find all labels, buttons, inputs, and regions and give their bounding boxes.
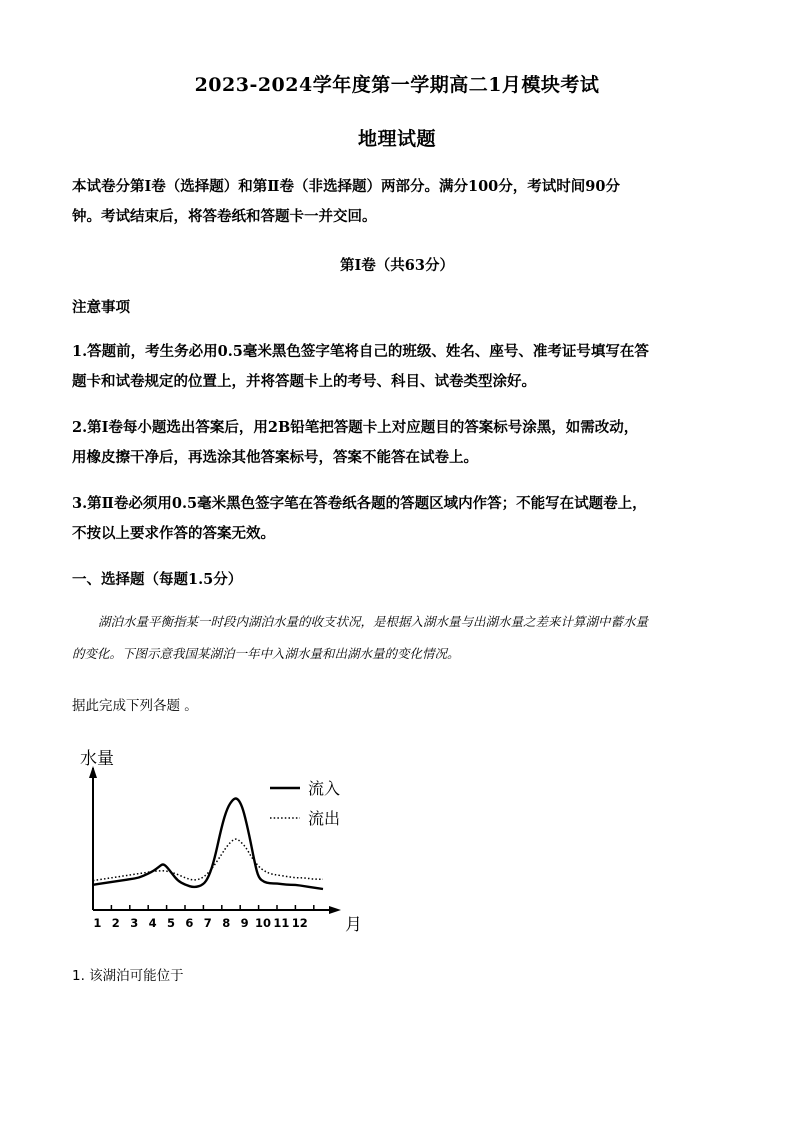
note-1-line-1: 1.答题前，考生务必用0.5毫米黑色签字笔将自己的班级、姓名、座号、准考证号填写在答 — [72, 343, 649, 360]
part-one-heading: 第Ⅰ卷（共63分） — [340, 257, 454, 274]
x-tick-label-7: 7 — [203, 916, 212, 930]
note-3-line-2: 不按以上要求作答的答案无效。 — [72, 525, 275, 542]
note-1-line-2: 题卡和试卷规定的位置上，并将答题卡上的考号、科目、试卷类型涂好。 — [72, 373, 536, 390]
note-2-line-1: 2.第Ⅰ卷每小题选出答案后，用2B铅笔把答题卡上对应题目的答案标号涂黑，如需改动， — [72, 419, 639, 436]
x-tick-label-9: 9 — [240, 916, 249, 930]
passage-line-2: 的变化。下图示意我国某湖泊一年中入湖水量和出湖水量的变化情况。 — [72, 646, 460, 661]
section-one-heading: 一、选择题（每题1.5分） — [72, 571, 243, 588]
x-tick-label-4: 4 — [148, 916, 157, 930]
x-tick-label-1: 1 — [93, 916, 102, 930]
x-tick-label-11: 11 — [273, 916, 290, 930]
x-tick-label-10: 10 — [254, 916, 272, 930]
exam-title: 2023-2024学年度第一学期高二1月模块考试 — [194, 74, 600, 96]
legend-label-inflow: 流入 — [308, 779, 341, 798]
note-3-line-1: 3.第Ⅱ卷必须用0.5毫米黑色签字笔在答卷纸各题的答题区域内作答；不能写在试题卷上， — [72, 495, 647, 512]
legend-label-outflow: 流出 — [308, 809, 341, 828]
chart-ticks — [93, 905, 313, 930]
x-tick-label-5: 5 — [166, 916, 176, 930]
intro-line-1: 本试卷分第Ⅰ卷（选择题）和第Ⅱ卷（非选择题）两部分。满分100分，考试时间90分 — [72, 178, 620, 195]
series-line-outflow — [93, 839, 323, 881]
series-line-inflow — [93, 799, 323, 889]
x-tick-label-2: 2 — [111, 916, 120, 930]
intro-line-2: 钟。考试结束后，将答卷纸和答题卡一并交回。 — [72, 208, 377, 225]
x-axis-label: 月 — [345, 915, 362, 935]
note-2-line-2: 用橡皮擦干净后，再选涂其他答案标号，答案不能答在试卷上。 — [72, 449, 478, 466]
question-1: 1. 该湖泊可能位于 — [72, 968, 184, 984]
notes-heading: 注意事项 — [72, 299, 130, 316]
instruction-text: 据此完成下列各题 。 — [72, 698, 198, 714]
chart-series — [93, 799, 323, 889]
x-tick-label-3: 3 — [130, 916, 139, 930]
x-tick-label-12: 12 — [291, 916, 308, 930]
x-tick-label-6: 6 — [185, 916, 194, 930]
y-axis-label: 水量 — [80, 749, 114, 769]
x-axis-arrow — [329, 906, 341, 914]
chart-legend — [270, 779, 340, 828]
chart-axes — [80, 749, 362, 935]
x-tick-label-8: 8 — [222, 916, 231, 930]
lake-water-chart — [72, 742, 362, 938]
passage-line-1: 湖泊水量平衡指某一时段内湖泊水量的收支状况，是根据入湖水量与出湖水量之差来计算湖中蓄水量 — [98, 614, 649, 629]
exam-subtitle: 地理试题 — [357, 128, 436, 150]
